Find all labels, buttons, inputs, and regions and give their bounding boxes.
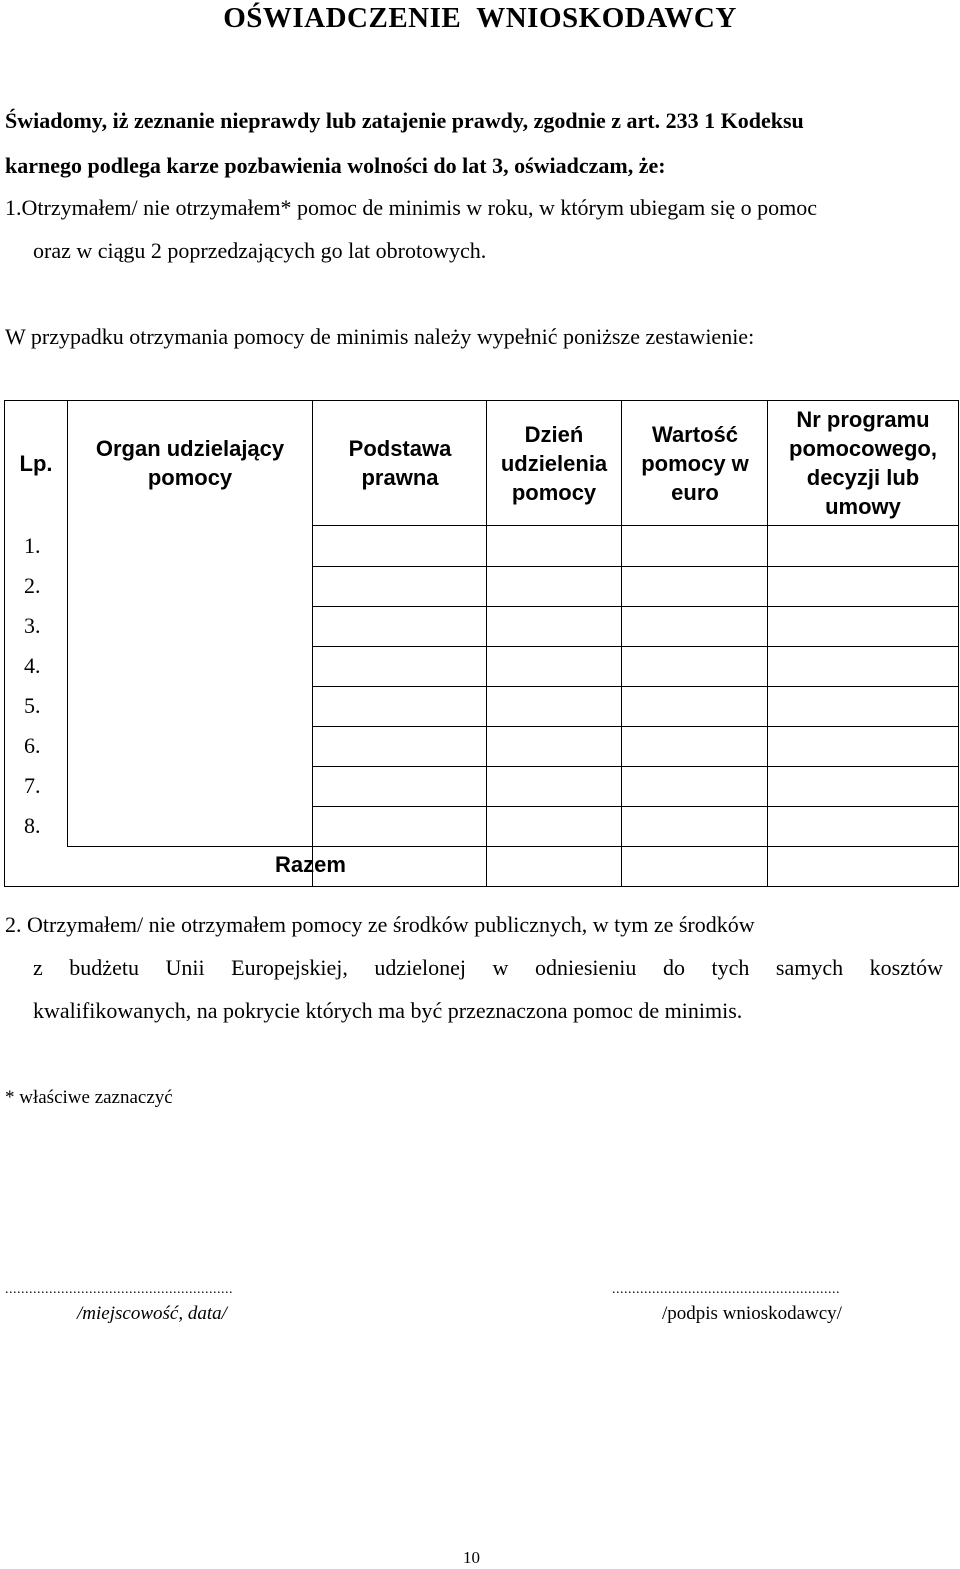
header-value-euro: Wartość pomocy w euro (641, 421, 749, 505)
row-number: 1. (24, 533, 41, 558)
row-number: 4. (24, 653, 41, 678)
row-separator (312, 806, 959, 807)
intro-line-1: Świadomy, iż zeznanie nieprawdy lub zatajenie prawdy, zgodnie z art. 233 1 Kodeksu (5, 108, 804, 133)
header-program-number: Nr programu pomocowego, decyzji lub umowy (789, 407, 937, 519)
column-divider (67, 400, 68, 847)
place-date-label: /miejscowość, data/ (77, 1303, 227, 1324)
row-number: 3. (24, 613, 41, 638)
column-divider (621, 400, 622, 887)
row-number: 2. (24, 573, 41, 598)
row-separator (312, 686, 959, 687)
row-number: 7. (24, 773, 41, 798)
row-separator (312, 606, 959, 607)
intro-line-2: karnego podlega karze pozbawienia wolności do lat 3, oświadczam, że: (5, 153, 666, 178)
column-divider (312, 400, 313, 887)
column-divider (767, 400, 768, 887)
point-1-line-2: oraz w ciągu 2 poprzedzających go lat obrotowych. (33, 238, 487, 263)
total-label: Razem (275, 852, 346, 877)
header-legal-basis: Podstawa prawna (348, 436, 452, 490)
header-grant-date: Dzień udzielenia pomocy (500, 421, 608, 505)
place-date-line: ......................................................... (5, 1282, 233, 1297)
row-separator (312, 766, 959, 767)
row-number: 8. (24, 813, 41, 838)
point-2-line-1: 2. Otrzymałem/ nie otrzymałem pomocy ze środków publicznych, w tym ze środków (5, 912, 755, 937)
row-separator (312, 646, 959, 647)
table-intro: W przypadku otrzymania pomocy de minimis należy wypełnić poniższe zestawienie: (5, 324, 755, 349)
row-number: 6. (24, 733, 41, 758)
header-lp: Lp. (19, 450, 53, 476)
footnote: * właściwe zaznaczyć (5, 1087, 173, 1108)
signature-label: /podpis wnioskodawcy/ (662, 1303, 842, 1324)
row-number: 5. (24, 693, 41, 718)
page-number: 10 (463, 1548, 480, 1567)
table-right-border (958, 400, 959, 887)
row-separator (312, 566, 959, 567)
total-row-separator (67, 846, 959, 847)
document-title: OŚWIADCZENIE WNIOSKODAWCY (223, 2, 737, 34)
header-granting-body: Organ udzielający pomocy (95, 436, 285, 490)
table-bottom-border (4, 886, 959, 887)
point-2-line-2: z budżetu Unii Europejskiej, udzielonej w odniesieniu do tych samych kosztów (33, 955, 943, 980)
header-separator (312, 525, 959, 526)
signature-line: ......................................................... (612, 1282, 840, 1297)
point-2-line-3: kwalifikowanych, na pokrycie których ma być przeznaczona pomoc de minimis. (33, 998, 743, 1023)
point-1-line-1: 1.Otrzymałem/ nie otrzymałem* pomoc de minimis w roku, w którym ubiegam się o pomoc (5, 195, 818, 220)
row-separator (312, 726, 959, 727)
